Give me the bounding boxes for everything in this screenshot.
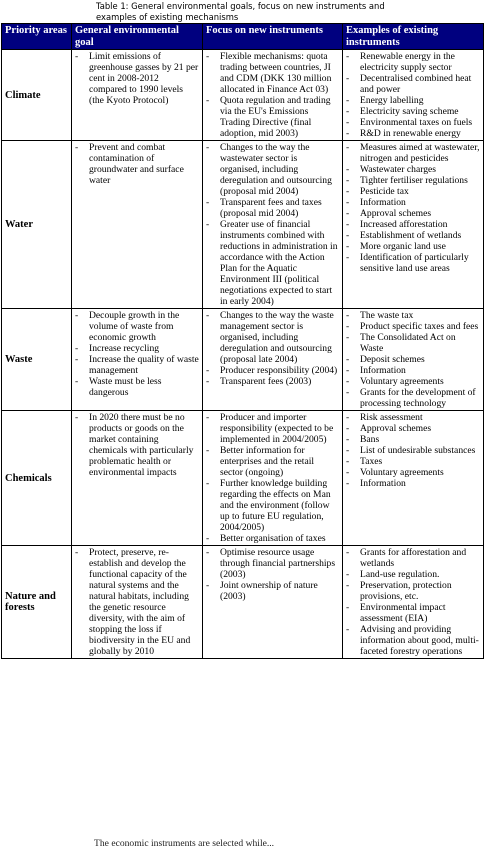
dash-bullet: - [346,387,350,398]
dash-bullet: - [346,321,350,332]
list-item-text: Increase recycling [89,343,160,354]
existing-instrument-list [344,142,480,274]
list-item [204,95,339,139]
list-item-text: Land-use regulation. [360,569,440,580]
goal-cell [72,309,203,411]
list-item-text: The Consolidated Act on Waste [360,332,456,354]
list-item [344,332,480,354]
dash-bullet: - [206,533,210,544]
table-row [2,50,484,141]
list-item [344,387,480,409]
list-item-text: Voluntary agreements [360,376,444,387]
list-item [204,580,339,602]
list-item-text: Better information for enterprises and the retail sector (ongoing) [220,445,315,478]
list-item-text: Product specific taxes and fees [360,321,479,332]
list-item-text: Identification of particularly sensitive land use areas [360,252,469,274]
list-item [344,321,480,332]
list-item-text: Decentralised combined heat and power [360,73,472,95]
dash-bullet: - [346,175,350,186]
dash-bullet: - [206,478,210,489]
list-item-text: Approval schemes [360,208,432,219]
goal-list [73,310,199,398]
table-header-row [2,24,484,50]
list-item [204,412,339,445]
dash-bullet: - [75,343,79,354]
table-row [2,141,484,309]
list-item-text: Greater use of financial instruments combined with reductions in administration in accordance with the Action Plan for the Aquatic Environment III (political negotiations expected to start in early 2004) [220,219,338,307]
list-item-text: Advising and providing information about good, multi-faceted forestry operations [360,624,479,657]
dash-bullet: - [206,197,210,208]
new-instrument-cell [203,309,343,411]
dash-bullet: - [346,117,350,128]
dash-bullet: - [75,310,79,321]
list-item [344,208,480,219]
header-general-goal: General environmental goal [72,24,203,50]
goal-cell [72,546,203,659]
dash-bullet: - [206,51,210,62]
priority-area-cell: Chemicals [2,411,72,546]
list-item [73,51,199,106]
dash-bullet: - [346,365,350,376]
header-existing-instruments: Examples of existing instruments [343,24,484,50]
list-item-text: Information [360,365,406,376]
dash-bullet: - [75,354,79,365]
list-item [73,310,199,343]
table-row [2,411,484,546]
list-item [73,376,199,398]
list-item-text: Joint ownership of nature (2003) [220,580,318,602]
list-item [73,412,199,478]
goal-cell [72,141,203,309]
dash-bullet: - [346,310,350,321]
list-item-text: Deposit schemes [360,354,425,365]
dash-bullet: - [75,547,79,558]
existing-instrument-list [344,412,480,489]
footer-text: The economic instruments are selected while... [94,838,275,848]
dash-bullet: - [346,142,350,153]
list-item-text: Protect, preserve, re-establish and develop the functional capacity of the natural systems and the natural habitats, including the genetic resource diversity, with the aim of stopping the loss if biodiversity in the EU and globally by 2010 [89,547,191,657]
dash-bullet: - [346,478,350,489]
list-item [204,478,339,533]
list-item-text: Transparent fees and taxes (proposal mid 2004) [220,197,322,219]
dash-bullet: - [346,241,350,252]
list-item-text: Risk assessment [360,412,423,423]
list-item [344,106,480,117]
priority-area-cell: Nature and forests [2,546,72,659]
list-item [204,365,339,376]
dash-bullet: - [346,332,350,343]
goal-cell [72,50,203,141]
list-item [344,478,480,489]
list-item-text: Preservation, protection provisions, etc. [360,580,452,602]
list-item-text: The waste tax [360,310,414,321]
dash-bullet: - [346,252,350,263]
list-item-text: Renewable energy in the electricity supply sector [360,51,455,73]
list-item-text: Increase the quality of waste management [89,354,199,376]
dash-bullet: - [346,128,350,139]
list-item [344,624,480,657]
list-item [344,423,480,434]
dash-bullet: - [346,186,350,197]
dash-bullet: - [75,376,79,387]
dash-bullet: - [206,310,210,321]
dash-bullet: - [346,445,350,456]
list-item [344,580,480,602]
list-item-text: Environmental taxes on fuels [360,117,473,128]
priority-area-cell: Climate [2,50,72,141]
list-item [344,230,480,241]
list-item-text: Electricity saving scheme [360,106,459,117]
list-item-text: Producer and importer responsibility (expected to be implemented in 2004/2005) [220,412,334,445]
dash-bullet: - [346,624,350,635]
list-item [344,456,480,467]
dash-bullet: - [346,412,350,423]
list-item [344,354,480,365]
list-item [204,533,339,544]
list-item [344,365,480,376]
new-instrument-cell [203,546,343,659]
goal-cell [72,411,203,546]
list-item [344,569,480,580]
dash-bullet: - [346,164,350,175]
list-item-text: Prevent and combat contamination of groundwater and surface water [89,142,184,186]
list-item [73,343,199,354]
existing-instrument-cell [343,50,484,141]
dash-bullet: - [346,219,350,230]
list-item-text: Optimise resource usage through financial partnerships (2003) [220,547,336,580]
new-instrument-cell [203,411,343,546]
list-item [344,186,480,197]
environmental-goals-table [1,23,484,659]
dash-bullet: - [206,142,210,153]
list-item-text: Information [360,478,406,489]
list-item-text: Decouple growth in the volume of waste from economic growth [89,310,180,343]
dash-bullet: - [206,376,210,387]
list-item [204,197,339,219]
table-row [2,309,484,411]
list-item [204,142,339,197]
list-item [344,219,480,230]
dash-bullet: - [346,547,350,558]
dash-bullet: - [346,434,350,445]
list-item [204,51,339,95]
new-instrument-cell [203,50,343,141]
list-item [344,73,480,95]
list-item-text: Wastewater charges [360,164,437,175]
list-item [344,412,480,423]
list-item-text: Changes to the way the waste management sector is organised, including deregulation and outsourcing (proposal late 2004) [220,310,334,365]
goal-list [73,547,199,657]
dash-bullet: - [346,580,350,591]
list-item-text: Environmental impact assessment (EIA) [360,602,446,624]
priority-area-cell: Water [2,141,72,309]
list-item-text: Establishment of wetlands [360,230,462,241]
goal-list [73,51,199,106]
list-item [344,95,480,106]
existing-instrument-list [344,547,480,657]
list-item-text: Pesticide tax [360,186,409,197]
existing-instrument-list [344,51,480,139]
dash-bullet: - [346,197,350,208]
dash-bullet: - [75,412,79,423]
dash-bullet: - [75,51,79,62]
dash-bullet: - [346,106,350,117]
list-item-text: Taxes [360,456,383,467]
dash-bullet: - [206,412,210,423]
list-item [344,310,480,321]
list-item-text: List of undesirable substances [360,445,476,456]
dash-bullet: - [206,445,210,456]
list-item [344,117,480,128]
dash-bullet: - [346,208,350,219]
table-row [2,546,484,659]
dash-bullet: - [346,51,350,62]
dash-bullet: - [346,230,350,241]
new-instrument-list [204,412,339,544]
new-instrument-list [204,142,339,307]
dash-bullet: - [346,602,350,613]
table-caption: Table 1: General environmental goals, focus on new instruments and examples of existing mechanisms [96,1,385,22]
list-item-text: Grants for the development of processing technology [360,387,476,409]
dash-bullet: - [75,142,79,153]
dash-bullet: - [206,95,210,106]
dash-bullet: - [206,547,210,558]
list-item [344,175,480,186]
list-item-text: Changes to the way the wastewater sector is organised, including deregulation and outsourcing (proposal mid 2004) [220,142,332,197]
list-item [344,241,480,252]
list-item-text: Limit emissions of greenhouse gasses by 21 per cent in 2008-2012 compared to 1990 levels (the Kyoto Protocol) [89,51,199,106]
new-instrument-list [204,310,339,387]
list-item-text: Measures aimed at wastewater, nitrogen and pesticides [360,142,480,164]
existing-instrument-cell [343,309,484,411]
list-item-text: Voluntary agreements [360,467,444,478]
dash-bullet: - [346,354,350,365]
list-item [344,142,480,164]
dash-bullet: - [346,467,350,478]
list-item [344,252,480,274]
list-item [73,354,199,376]
list-item [344,467,480,478]
list-item [73,547,199,657]
list-item-text: Tighter fertiliser regulations [360,175,468,186]
list-item-text: Approval schemes [360,423,432,434]
list-item-text: In 2020 there must be no products or goods on the market containing chemicals with particularly problematic health or environmental impacts [89,412,194,478]
dash-bullet: - [346,423,350,434]
dash-bullet: - [346,95,350,106]
list-item [344,164,480,175]
existing-instrument-cell [343,411,484,546]
dash-bullet: - [346,456,350,467]
existing-instrument-cell [343,141,484,309]
list-item-text: Flexible mechanisms: quota trading between countries, JI and CDM (DKK 130 million allocated in Finance Act 03) [220,51,332,95]
list-item-text: Further knowledge building regarding the effects on Man and the environment (follow up to future EU regulation, 2004/2005) [220,478,331,533]
header-priority-areas: Priority areas [2,24,72,50]
list-item-text: Waste must be less dangerous [89,376,162,398]
list-item [344,51,480,73]
list-item [344,445,480,456]
list-item [204,219,339,307]
list-item [73,142,199,186]
new-instrument-list [204,51,339,139]
dash-bullet: - [346,376,350,387]
list-item [344,434,480,445]
list-item-text: Better organisation of taxes [220,533,326,544]
list-item [204,547,339,580]
list-item-text: More organic land use [360,241,446,252]
goal-list [73,142,199,186]
new-instrument-list [204,547,339,602]
list-item-text: Grants for afforestation and wetlands [360,547,467,569]
dash-bullet: - [346,569,350,580]
list-item-text: Information [360,197,406,208]
list-item [344,128,480,139]
list-item-text: Quota regulation and trading via the EU's Emissions Trading Directive (final adoption, mid 2003) [220,95,331,139]
existing-instrument-list [344,310,480,409]
priority-area-cell: Waste [2,309,72,411]
header-new-instruments: Focus on new instruments [203,24,343,50]
list-item-text: Transparent fees (2003) [220,376,312,387]
dash-bullet: - [206,365,210,376]
list-item-text: R&D in renewable energy [360,128,461,139]
list-item [344,197,480,208]
list-item [344,376,480,387]
list-item-text: Increased afforestation [360,219,448,230]
list-item [204,376,339,387]
list-item [204,310,339,365]
existing-instrument-cell [343,546,484,659]
list-item-text: Producer responsibility (2004) [220,365,338,376]
new-instrument-cell [203,141,343,309]
dash-bullet: - [206,219,210,230]
list-item [344,602,480,624]
list-item-text: Energy labelling [360,95,424,106]
list-item [204,445,339,478]
list-item [344,547,480,569]
list-item-text: Bans [360,434,380,445]
dash-bullet: - [206,580,210,591]
goal-list [73,412,199,478]
dash-bullet: - [346,73,350,84]
